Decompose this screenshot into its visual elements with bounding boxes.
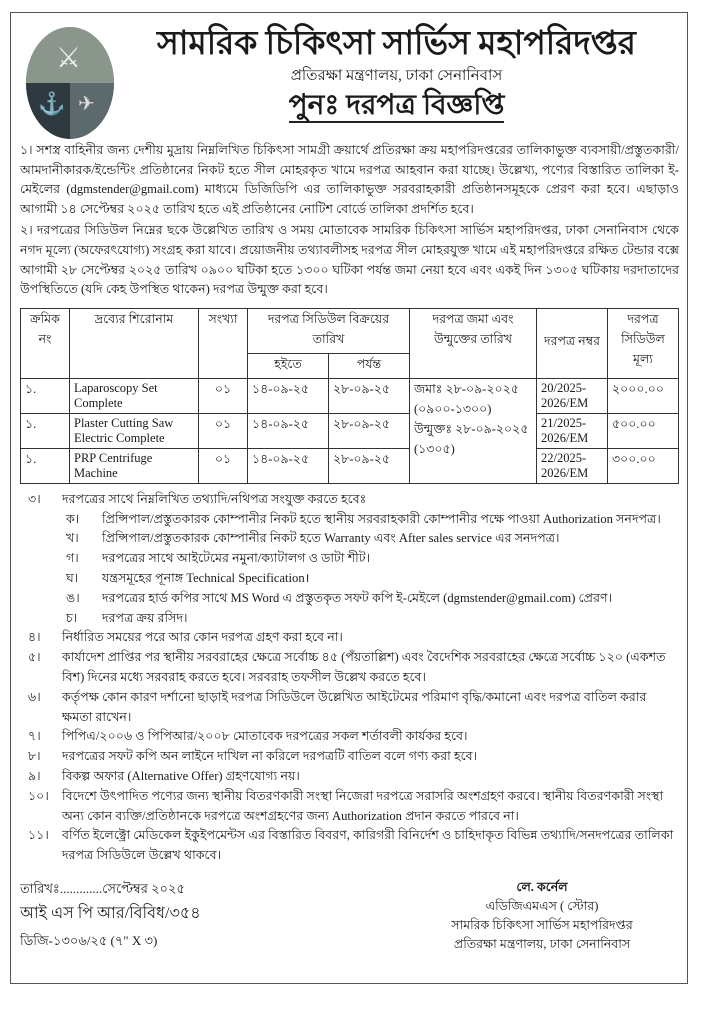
org-title: সামরিক চিকিৎসা সার্ভিস মহাপরিদপ্তর [157, 26, 636, 62]
table-row [21, 413, 679, 448]
intro-paragraph-1: ১। সশস্ত্র বাহিনীর জন্য দেশীয় মুদ্রায় নিম্নলিখিত চিকিৎসা সামগ্রী ক্রয়ার্থে প্রতিরক্ষা ক্রয় মহাপরিদপ্তরের তালিকাভুক্ত ব্যবসায়ী/প্রস্তুতকারী/আমদানীকারক/ইন্ডেন্টিং প্রতিষ্ঠানের নিকট হতে সীল মোহরকৃত খামে দরপত্র আহবান করা যাচ্ছে। উল্লেখ্য, পণ্যের বিস্তারিত তালিকা ই-মেইলের (dgmstender@gmail.com) মাধ্যমে ডিজিডিপি এর তালিকাভুক্ত সরবরাহকারী প্রতিষ্ঠানসমূহকে প্রেরণ করা হবে। এছাড়াও আগামী ১৪ সেপ্টেম্বর ২০২৫ তারিখ হতে এই প্রতিষ্ঠানের নোটিশ বোর্ডে তালিকা প্রদর্শিত হবে। [20, 143, 679, 216]
term-3 [20, 490, 679, 510]
term-item [20, 826, 679, 866]
cell-qty: ০১ [199, 378, 248, 413]
term-text: কার্যাদেশ প্রাপ্তির পর স্থানীয় সরবরাহের ক্ষেত্রে সর্বোচ্চ ৪৫ (পঁয়তাল্লিশ) এবং বৈদেশিক সরবরাহের ক্ষেত্রে সর্বোচ্চ ১২০ (একশত বিশ) দিনের মধ্যে সরবরাহ করতে হবে। সরবরাহ তফসীল উল্লেখ করতে হবে। [62, 650, 666, 684]
term-text: বিকল্প অফার (Alternative Offer) গ্রহণযোগ্য নয়। [62, 768, 300, 783]
sub-num: ক। [66, 511, 80, 526]
notice-frame [10, 12, 688, 984]
cell-qty: ০১ [199, 413, 248, 448]
sub-item [58, 510, 679, 530]
sub-item [58, 569, 679, 589]
sub-text: দরপত্র ক্রয় রসিদ। [102, 610, 188, 625]
armed-forces-logo [26, 27, 114, 139]
sub-item [58, 609, 679, 629]
tender-table [20, 308, 679, 484]
cell-serial: ১. [21, 413, 70, 448]
term-item [20, 787, 679, 827]
notice-header [20, 21, 679, 139]
term-item [20, 688, 679, 728]
cell-serial: ১. [21, 378, 70, 413]
sub-num: ঘ। [66, 570, 79, 585]
anchor-icon: ⚓ [38, 91, 66, 116]
term-text: বিদেশে উৎপাদিত পণ্যের জন্য স্থানীয় বিতরণকারী সংস্থা নিজেরা দরপত্রে সরাসরি অংশগ্রহণ করবে। স্থানীয় বিতরণকারী সংস্থা অন্য কোন ব্যক্তি/প্রতিষ্ঠানকে দরপত্রে অংশগ্রহণের জন্য Authorization প্রদান করতে পারবে না। [62, 788, 664, 823]
cell-to: ২৮-০৯-২৫ [329, 378, 410, 413]
cell-from: ১৪-০৯-২৫ [248, 378, 329, 413]
intro-paragraph-2: ২। দরপত্রের সিডিউল নিম্নের ছকে উল্লেখিত তারিখ ও সময় মোতাবেক সামরিক চিকিৎসা সার্ভিস মহাপরিদপ্তর, ঢাকা সেনানিবাস থেকে নগদ মূল্যে (অফেরৎযোগ্য) সংগ্রহ করা যাবে। প্রয়োজনীয় তথ্যাবলীসহ দরপত্র সীল মোহরযুক্ত খামে এই মহাপরিদপ্তরে রক্ষিত টেন্ডার বক্সে আগামী ২৮ সেপ্টেম্বর ২০২৫ তারিখ ০৯০০ ঘটিকা হতে ১৩০০ ঘটিকা পর্যন্ত জমা নেয়া হবে এবং একই দিন ১৩০৫ ঘটিকায় দরদাতাদের উপস্থিতিতে (যদি কেহ উপস্থিত থাকেন) দরপত্র উন্মুক্ত করা হবে। [20, 223, 679, 297]
sub-num: খ। [66, 531, 79, 546]
cell-price: ৫০০.০০ [608, 413, 679, 448]
cell-price: ৩০০.০০ [608, 448, 679, 483]
cell-tender-no: 21/2025-2026/EM [537, 413, 608, 448]
term-text: বর্ণিত ইলেক্ট্রো মেডিকেল ইকুইপমেন্টস এর বিস্তারিত বিবরণ, কারিগরী বিনির্দেশ ও চাহিদাকৃত বিভিন্ন তথ্যাদি/সনদপত্রের তালিকা দরপত্র সিডিউলে উল্লেখ থাকবে। [62, 828, 674, 863]
th-item: দ্রব্যের শিরোনাম [70, 308, 199, 378]
sub-text: প্রিন্সিপাল/প্রস্তুতকারক কোম্পানীর নিকট হতে Warranty এবং After sales service এর সনদপত্র। [102, 531, 560, 546]
term-num: ৮। [28, 749, 41, 764]
term-item [20, 767, 679, 787]
term-num: ১১। [28, 828, 49, 843]
term-num: ৭। [28, 729, 41, 744]
cell-tender-no: 22/2025-2026/EM [537, 448, 608, 483]
sub-text: যন্ত্রসমূহের পূনাঙ্গ Technical Specification। [102, 570, 310, 585]
term-item [20, 628, 679, 648]
cell-from: ১৪-০৯-২৫ [248, 448, 329, 483]
term-num: ৪। [28, 630, 41, 645]
table-row [21, 448, 679, 483]
term-item [20, 648, 679, 688]
cell-price: ২০০০.০০ [608, 378, 679, 413]
cell-item: Laparoscopy Set Complete [70, 378, 199, 413]
sub-text: প্রিন্সিপাল/প্রস্তুতকারক কোম্পানীর নিকট হতে স্থানীয় সরবরাহকারী কোম্পানীর পক্ষে পাওয়া Authorization সনদপত্র। [102, 511, 661, 526]
cell-qty: ০১ [199, 448, 248, 483]
term-text: দরপত্রের সাথে নিম্নলিখিত তথ্যাদি/নথিপত্র সংযুক্ত করতে হবেঃ [62, 491, 367, 506]
sub-item [58, 589, 679, 609]
notice-heading [114, 87, 679, 125]
term-num: ৫। [28, 650, 41, 665]
footer-ref: আই এস পি আর/বিবিধ/৩৫৪ [20, 904, 201, 922]
term-text: পিপিএ/২০০৬ ও পিপিআর/২০০৮ মোতাবেক দরপত্রের সকল শর্তাবলী কার্যকর হবে। [62, 729, 468, 744]
sub-item [58, 549, 679, 569]
notice-heading-text: পুনঃ দরপত্র বিজ্ঞপ্তি [288, 90, 505, 121]
cell-to: ২৮-০৯-২৫ [329, 413, 410, 448]
th-to: পর্যন্ত [329, 353, 410, 378]
cell-submit-open: জমাঃ ২৮-০৯-২০২৫ (০৯০০-১৩০০) উন্মুক্তঃ ২৮-০৯-২০২৫ (১৩০৫) [410, 378, 537, 483]
term-item [20, 727, 679, 747]
sub-text: দরপত্রের সাথে আইটেমের নমুনা/ক্যাটালগ ও ডাটা শীট। [102, 551, 371, 566]
org-subtitle: প্রতিরক্ষা মন্ত্রণালয়, ঢাকা সেনানিবাস [290, 68, 503, 84]
th-schedule-sale: দরপত্র সিডিউল বিক্রয়ের তারিখ [248, 308, 410, 353]
term-num: ৯। [28, 768, 41, 783]
footer-left [20, 878, 201, 954]
cell-to: ২৮-০৯-২৫ [329, 448, 410, 483]
cell-item: Plaster Cutting Saw Electric Complete [70, 413, 199, 448]
cell-item: PRP Centrifuge Machine [70, 448, 199, 483]
term-text: কর্তৃপক্ষ কোন কারণ দর্শানো ছাড়াই দরপত্র সিডিউলে উল্লেখিত আইটেমের পরিমাণ বৃদ্ধি/কমানো এবং দরপত্র বাতিল করার ক্ষমতা রাখেন। [62, 689, 647, 724]
footer-code: ডিজি-১৩০৬/২৫ (৭" X ৩) [20, 932, 158, 948]
th-qty: সংখ্যা [199, 308, 248, 378]
sub-item [58, 529, 679, 549]
term-3-subitems [20, 510, 679, 629]
th-price: দরপত্র সিডিউল মূল্য [608, 308, 679, 378]
term-item [20, 747, 679, 767]
cell-serial: ১. [21, 448, 70, 483]
sign-title: এডিজিএমএস ( স্টোর) [485, 898, 599, 913]
sign-loc: প্রতিরক্ষা মন্ত্রণালয়, ঢাকা সেনানিবাস [453, 936, 631, 951]
cell-from: ১৪-০৯-২৫ [248, 413, 329, 448]
signature-block [417, 878, 667, 954]
footer-date: তারিখঃ.............সেপ্টেম্বর ২০২৫ [20, 880, 185, 896]
th-submit-open: দরপত্র জমা এবং উন্মুক্তের তারিখ [410, 308, 537, 378]
eagle-icon: ✈ [78, 93, 95, 115]
term-text: দরপত্রের সফট কপি অন লাইনে দাখিল না করিলে দরপত্রটি বাতিল বলে গণ্য করা হবে। [62, 749, 478, 764]
sub-text: দরপত্রের হার্ড কপির সাথে MS Word এ প্রস্তুতকৃত সফট কপি ই-মেইলে (dgmstender@gmail.com) প্রেরণ। [102, 590, 613, 605]
term-num: ৩। [28, 491, 41, 506]
term-num: ৬। [28, 689, 41, 704]
header-text [114, 21, 679, 125]
cell-tender-no: 20/2025-2026/EM [537, 378, 608, 413]
crossed-swords-icon: ⚔ [56, 43, 82, 74]
th-tender-no: দরপত্র নম্বর [537, 308, 608, 378]
sub-num: গ। [66, 551, 79, 566]
sign-org: সামরিক চিকিৎসা সার্ভিস মহাপরিদপ্তর [451, 917, 633, 932]
th-serial: ক্রমিক নং [21, 308, 70, 378]
term-num: ১০। [28, 788, 49, 803]
th-from: হইতে [248, 353, 329, 378]
sub-num: ঙ। [66, 590, 80, 605]
terms-list [20, 490, 679, 866]
footer [20, 878, 679, 954]
term-text: নির্ধারিত সময়ের পরে আর কোন দরপত্র গ্রহণ করা হবে না। [62, 630, 343, 645]
sub-num: চ। [66, 610, 78, 625]
table-row [21, 378, 679, 413]
sign-rank: লে. কর্নেল [516, 879, 568, 894]
